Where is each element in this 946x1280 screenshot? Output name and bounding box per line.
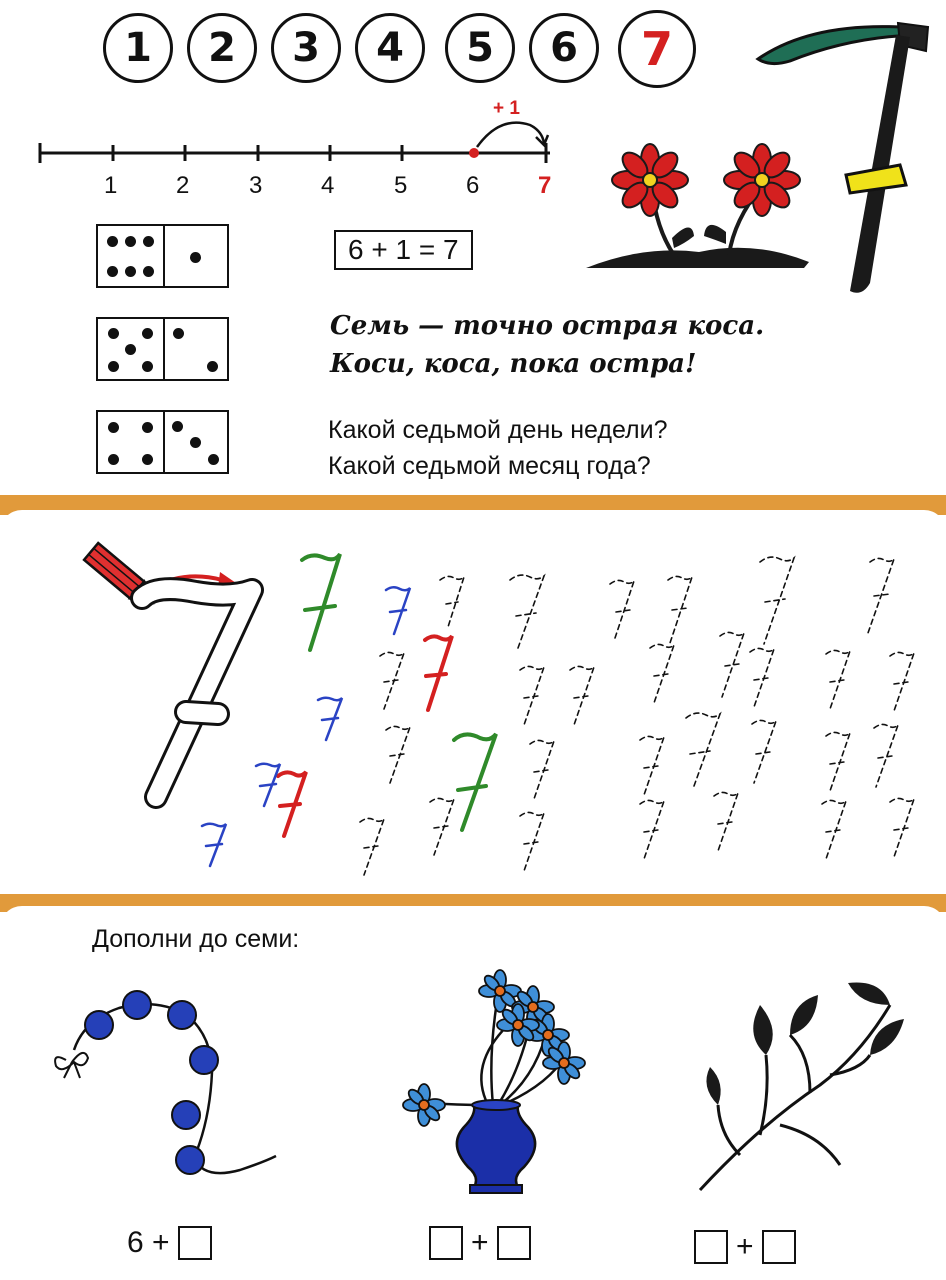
number-circle-4: 4: [355, 13, 425, 83]
answer-box-beads[interactable]: [178, 1226, 212, 1260]
tick-label-6: 6: [466, 172, 480, 199]
number-circle-2: 2: [187, 13, 257, 83]
domino-4-3: [96, 410, 229, 474]
domino-6-1: [96, 224, 229, 288]
equation-box: 6 + 1 = 7: [334, 230, 473, 270]
sum-beads-prefix: 6 +: [127, 1226, 170, 1259]
answer-box-leaves-right[interactable]: [762, 1230, 796, 1264]
domino-5-2: [96, 317, 229, 381]
answer-box-flowers-right[interactable]: [497, 1226, 531, 1260]
sum-leaves: [694, 1230, 796, 1264]
sum-flowers: [429, 1226, 531, 1260]
number-circle-7: 7: [618, 10, 696, 88]
number-circle-6: 6: [529, 13, 599, 83]
tracing-grid: [190, 540, 930, 880]
task-title: Дополни до семи:: [92, 925, 300, 953]
jump-label: + 1: [493, 98, 520, 119]
number-circle-1: 1: [103, 13, 173, 83]
tick-label-4: 4: [321, 172, 335, 199]
question-weekday: Какой седьмой день недели?: [328, 416, 668, 444]
tick-label-1: 1: [104, 172, 118, 199]
tick-label-2: 2: [176, 172, 190, 199]
number-circle-5: 5: [445, 13, 515, 83]
vase-flowers-icon: [388, 955, 608, 1205]
answer-box-flowers-left[interactable]: [429, 1226, 463, 1260]
tick-label-3: 3: [249, 172, 263, 199]
number-line: [30, 95, 570, 175]
poem-line-1: Семь — точно острая коса.: [330, 311, 765, 341]
practice-panel: [0, 510, 946, 896]
tick-label-5: 5: [394, 172, 408, 199]
tick-label-7: 7: [538, 172, 552, 199]
sum-leaves-plus: +: [736, 1230, 754, 1263]
poem-line-2: Коси, коса, пока остра!: [330, 349, 697, 379]
sum-flowers-plus: +: [471, 1226, 489, 1259]
number-circle-3: 3: [271, 13, 341, 83]
beads-icon: [44, 980, 304, 1200]
sum-beads: [127, 1226, 212, 1260]
answer-box-leaves-left[interactable]: [694, 1230, 728, 1264]
scythe-icon: [750, 15, 940, 300]
question-month: Какой седьмой месяц года?: [328, 452, 651, 480]
branch-icon: [690, 975, 920, 1205]
